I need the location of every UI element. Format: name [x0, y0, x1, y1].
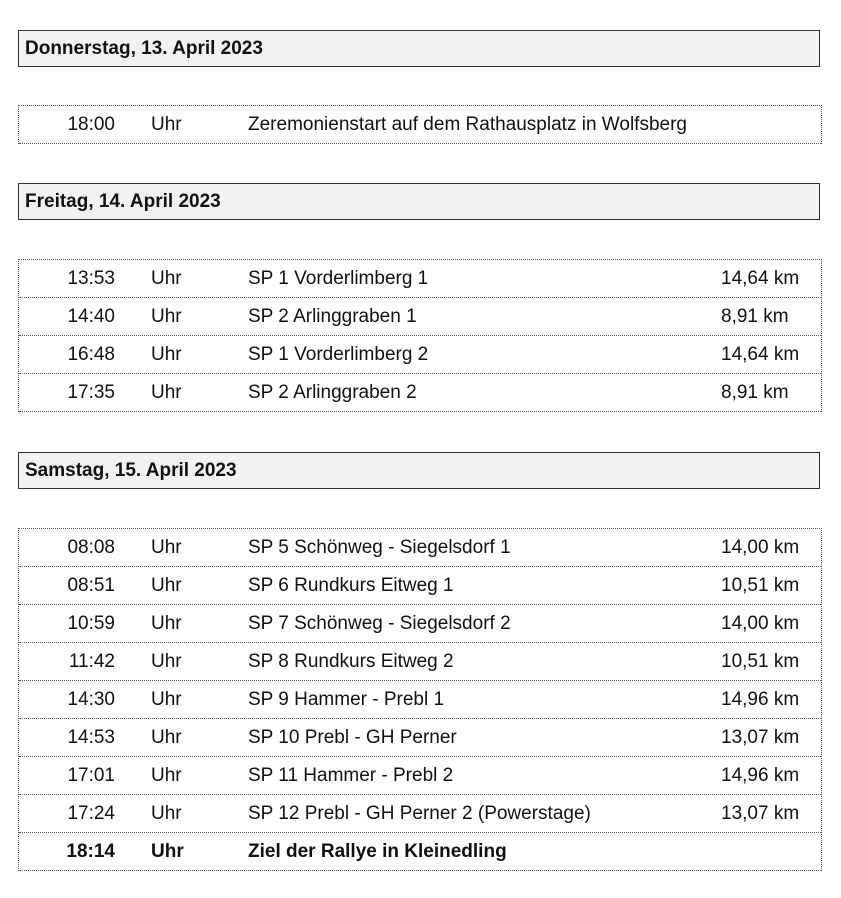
time-cell: 08:08 — [67, 537, 115, 558]
distance-cell: 14,00 km — [721, 613, 800, 634]
distance-cell: 10,51 km — [721, 575, 800, 596]
table-row — [19, 298, 821, 336]
table-row — [19, 757, 821, 795]
time-cell: 17:35 — [67, 382, 115, 403]
unit-cell: Uhr — [151, 613, 182, 634]
distance-cell: 14,64 km — [721, 344, 800, 365]
unit-cell: Uhr — [151, 344, 182, 365]
table-row — [19, 795, 821, 833]
finish-row — [19, 833, 821, 871]
time-cell: 16:48 — [67, 344, 115, 365]
description-cell: SP 1 Vorderlimberg 2 — [248, 344, 429, 365]
distance-cell: 8,91 km — [721, 382, 789, 403]
table-row — [19, 336, 821, 374]
distance-cell: 14,00 km — [721, 537, 800, 558]
table-row — [19, 260, 821, 298]
time-cell: 17:24 — [67, 803, 115, 824]
time-cell: 14:30 — [67, 689, 115, 710]
day-header: Samstag, 15. April 2023 — [18, 452, 820, 489]
time-cell: 18:00 — [67, 114, 115, 135]
distance-cell: 14,64 km — [721, 268, 800, 289]
distance-cell: 8,91 km — [721, 306, 789, 327]
description-cell: Ziel der Rallye in Kleinedling — [248, 841, 507, 862]
description-cell: SP 5 Schönweg - Siegelsdorf 1 — [248, 537, 511, 558]
distance-cell: 13,07 km — [721, 727, 800, 748]
description-cell: SP 2 Arlinggraben 2 — [248, 382, 417, 403]
description-cell: SP 2 Arlinggraben 1 — [248, 306, 417, 327]
schedule-table — [18, 105, 822, 144]
time-cell: 18:14 — [66, 841, 115, 862]
unit-cell: Uhr — [151, 575, 182, 596]
description-cell: Zeremonienstart auf dem Rathausplatz in Wolfsberg — [248, 114, 687, 135]
distance-cell: 13,07 km — [721, 803, 800, 824]
unit-cell: Uhr — [151, 651, 182, 672]
table-row — [19, 106, 821, 144]
time-cell: 11:42 — [68, 651, 115, 672]
unit-cell: Uhr — [151, 841, 184, 862]
schedule-table — [18, 528, 822, 871]
schedule-table — [18, 259, 822, 412]
table-row — [19, 643, 821, 681]
table-row — [19, 719, 821, 757]
unit-cell: Uhr — [151, 537, 182, 558]
table-row — [19, 567, 821, 605]
description-cell: SP 9 Hammer - Prebl 1 — [248, 689, 445, 710]
description-cell: SP 6 Rundkurs Eitweg 1 — [248, 575, 454, 596]
unit-cell: Uhr — [151, 268, 182, 289]
description-cell: SP 7 Schönweg - Siegelsdorf 2 — [248, 613, 511, 634]
unit-cell: Uhr — [151, 689, 182, 710]
unit-cell: Uhr — [151, 803, 182, 824]
description-cell: SP 12 Prebl - GH Perner 2 (Powerstage) — [248, 803, 591, 824]
time-cell: 17:01 — [67, 765, 115, 786]
unit-cell: Uhr — [151, 306, 182, 327]
table-row — [19, 681, 821, 719]
time-cell: 08:51 — [67, 575, 115, 596]
time-cell: 10:59 — [67, 613, 115, 634]
unit-cell: Uhr — [151, 727, 182, 748]
unit-cell: Uhr — [151, 765, 182, 786]
unit-cell: Uhr — [151, 114, 182, 135]
description-cell: SP 8 Rundkurs Eitweg 2 — [248, 651, 454, 672]
distance-cell: 14,96 km — [721, 689, 800, 710]
unit-cell: Uhr — [151, 382, 182, 403]
time-cell: 14:53 — [67, 727, 115, 748]
description-cell: SP 10 Prebl - GH Perner — [248, 727, 457, 748]
description-cell: SP 11 Hammer - Prebl 2 — [248, 765, 454, 786]
time-cell: 14:40 — [67, 306, 115, 327]
table-row — [19, 605, 821, 643]
day-header: Donnerstag, 13. April 2023 — [18, 30, 820, 67]
description-cell: SP 1 Vorderlimberg 1 — [248, 268, 429, 289]
time-cell: 13:53 — [67, 268, 115, 289]
distance-cell: 10,51 km — [721, 651, 800, 672]
day-header: Freitag, 14. April 2023 — [18, 183, 820, 220]
table-row — [19, 374, 821, 412]
table-row — [19, 529, 821, 567]
distance-cell: 14,96 km — [721, 765, 800, 786]
